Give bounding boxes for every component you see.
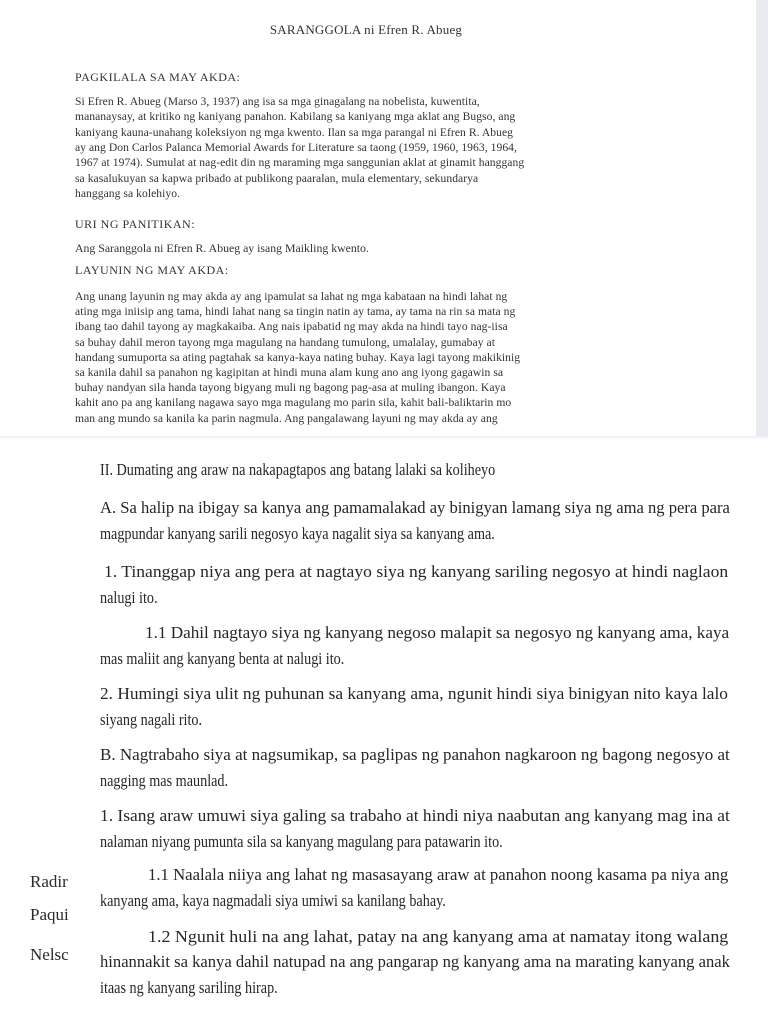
text-line: hanggang sa kolehiyo. xyxy=(75,186,181,200)
bottom-document-page xyxy=(0,440,768,1024)
outline-line: II. Dumating ang araw na nakapagtapos ang batang lalaki sa koliheyo xyxy=(100,460,496,479)
outline-line: 2. Humingi siya ulit ng puhunan sa kanyang ama, ngunit hindi siya binigyan nito kaya lalo xyxy=(100,684,728,703)
outline-line: B. Nagtrabaho siya at nagsumikap, sa paglipas ng panahon nagkaroon ng bagong negosyo at xyxy=(100,745,730,764)
outline-line: hinannakit sa kanya dahil natupad na ang pangarap ng kanyang ama na marating kanyang anak xyxy=(100,952,730,971)
document-title: SARANGGOLA ni Efren R. Abueg xyxy=(269,22,463,37)
text-line: 1967 at 1974). Sumulat at nag-edit din ng maraming mga sanggunian aklat at ginamit hanggang xyxy=(75,156,525,170)
section-heading-author: PAGKILALA SA MAY AKDA: xyxy=(75,70,241,84)
outline-line: 1.2 Ngunit huli na ang lahat, patay na ang kanyang ama at namatay itong walang xyxy=(148,927,729,946)
text-line: kaniyang kauna-unahang koleksiyon ng mga kwento. Ilan sa mga parangal ni Efren R. Abueg xyxy=(75,125,514,139)
text-line: sa buhay dahil meron tayong mga magulang na handang tumulong, umalalay, gumabay at xyxy=(75,335,495,349)
text-line: mananaysay, at kritiko ng kaniyang panahon. Kabilang sa kaniyang mga aklat ang Bugso, ang xyxy=(75,110,516,124)
text-line: ay ang Don Carlos Palanca Memorial Awards for Literature sa taong (1959, 1960, 1963, 1964, xyxy=(75,140,517,154)
text-line: sa kanila dahil sa panahon ng kagipitan at hindi muna alam kung ano ang iyong gagawin sa xyxy=(75,366,504,379)
outline-line: 1. Tinanggap niya ang pera at nagtayo siya ng kanyang sariling negosyo at hindi naglaon xyxy=(104,562,729,581)
outline-line: itaas ng kanyang sariling hirap. xyxy=(100,978,278,997)
margin-name: Radir xyxy=(30,872,68,891)
outline-line: magpundar kanyang sarili negosyo kaya nagalit siya sa kanyang ama. xyxy=(100,524,495,543)
outline-line: 1.1 Dahil nagtayo siya ng kanyang negoso malapit sa negosyo ng kanyang ama, kaya xyxy=(145,623,730,642)
outline-line: kanyang ama, kaya nagmadali siya umiwi sa kanilang bahay. xyxy=(100,891,446,910)
text-line: buhay nandyan sila handa tayong bigyang muli ng bagong pag-asa at muling ibangon. Kaya xyxy=(75,381,506,395)
margin-name: Nelsc xyxy=(30,945,69,964)
text-line: Ang unang layunin ng may akda ay ang ipamulat sa lahat ng mga kabataan na hindi lahat ng xyxy=(75,290,508,303)
section-heading-genre: URI NG PANITIKAN: xyxy=(75,217,196,231)
text-line: kahit ano pa ang kanilang nagawa sayo mga magulang mo parin sila, kahit bali-baliktarin mo xyxy=(75,396,512,410)
margin-name: Paqui xyxy=(30,905,69,924)
section-heading-purpose: LAYUNIN NG MAY AKDA: xyxy=(75,263,229,277)
text-line: man ang mundo sa kanila ka parin nagmula. Ang pangalawang layuni ng may akda ay ang xyxy=(75,411,498,425)
genre-text: Ang Saranggola ni Efren R. Abueg ay isang Maikling kwento. xyxy=(75,241,369,255)
outline-line: nalaman niyang pumunta sila sa kanyang magulang para patawarin ito. xyxy=(100,832,503,851)
outline-line: nalugi ito. xyxy=(100,588,158,607)
text-line: ibang tao dahil tayong ay magkakaiba. Ang nais ipabatid ng may akda na hindi tayo nag-iisa xyxy=(75,320,508,334)
outline-line: mas maliit ang kanyang benta at nalugi ito. xyxy=(100,649,345,668)
text-line: Si Efren R. Abueg (Marso 3, 1937) ang isa sa mga ginagalang na nobelista, kuwentita, xyxy=(75,95,480,108)
text-line: sa kasalukuyan sa kapwa pribado at publikong paaralan, mula elementary, sekundarya xyxy=(75,171,479,185)
outline-line: siyang nagali rito. xyxy=(100,710,203,729)
page-gutter xyxy=(756,0,768,436)
text-line: handang sumuporta sa ating pagtahak sa kanya-kaya nating buhay. Kaya lagi tayong makikinig xyxy=(75,350,521,364)
outline-line: 1. Isang araw umuwi siya galing sa trabaho at hindi niya naabutan ang kanyang mag ina at xyxy=(100,806,730,825)
outline-line: 1.1 Naalala niiya ang lahat ng masasayang araw at panahon noong kasama pa niya ang xyxy=(148,865,729,884)
top-document-page xyxy=(0,0,756,436)
outline-line: A. Sa halip na ibigay sa kanya ang pamamalakad ay binigyan lamang siya ng ama ng pera para xyxy=(100,498,730,517)
outline-line: nagging mas maunlad. xyxy=(100,771,229,790)
text-line: ating mga iniisip ang tama, hindi lahat nang sa tingin natin ay tama, ay tama na rin sa mata ng xyxy=(75,305,516,319)
